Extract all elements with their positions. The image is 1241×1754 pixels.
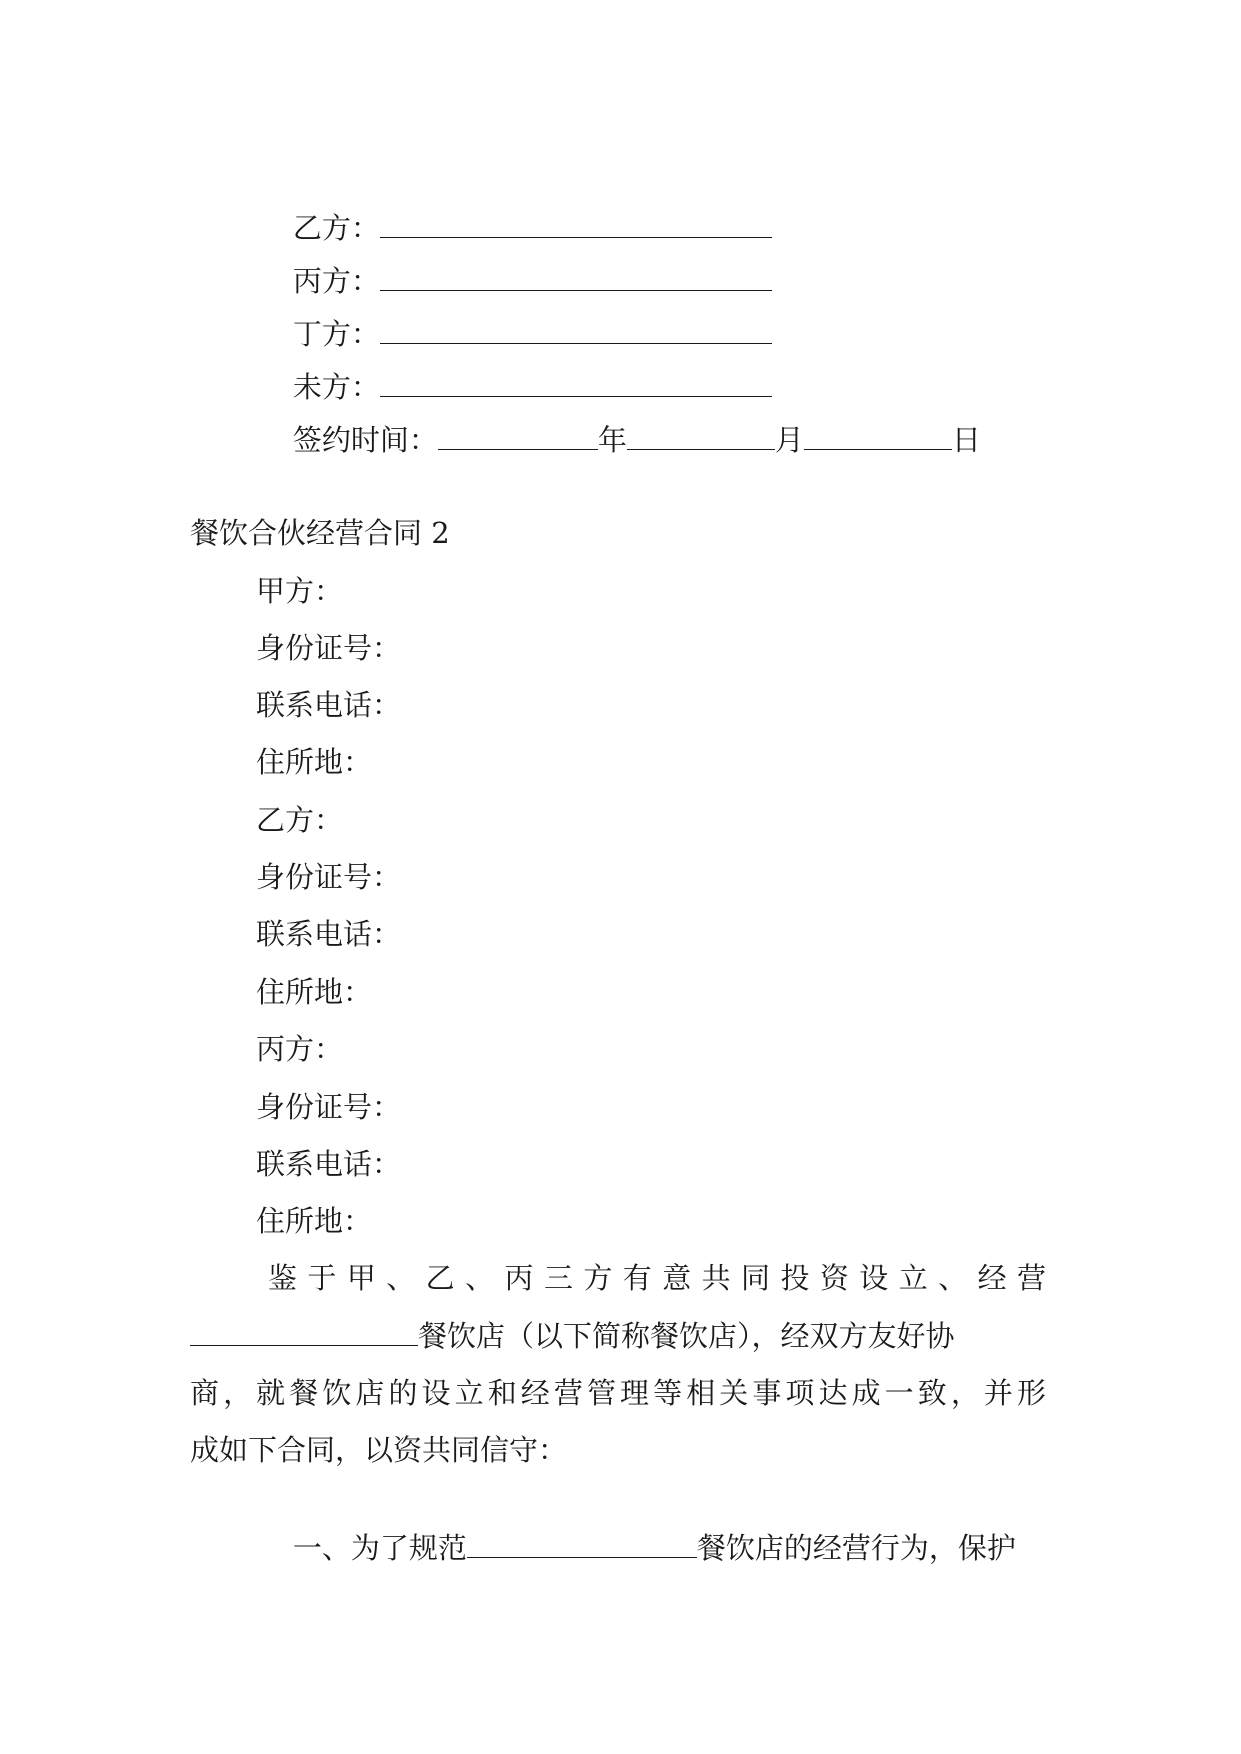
party-e-label: 未方：: [292, 370, 380, 404]
clause-1-blank: [467, 1533, 697, 1558]
party-b-address-label: 住所地：: [256, 975, 373, 1009]
party-b-name-label: 乙方：: [256, 803, 344, 837]
signature-line-party-e: [256, 327, 772, 404]
party-c-phone-label: 联系电话：: [256, 1147, 402, 1181]
signature-date-line: [256, 380, 981, 457]
preamble-line-4: 成如下合同，以资共同信守：: [190, 1433, 568, 1467]
year-blank: [438, 425, 598, 450]
signature-line-party-d: [256, 274, 772, 351]
contract-title: 餐饮合伙经营合同 2: [190, 516, 450, 550]
date-label: 签约时间：: [292, 423, 438, 457]
day-blank: [804, 425, 952, 450]
party-a-phone-label: 联系电话：: [256, 688, 402, 722]
party-a-id-label: 身份证号：: [256, 631, 402, 665]
signature-line-party-c: [256, 221, 772, 298]
party-a-address-label: 住所地：: [256, 745, 373, 779]
preamble-line-1: 鉴于甲、乙、丙三方有意共同投资设立、经营: [268, 1261, 1046, 1295]
signature-line-party-b: [256, 168, 772, 245]
year-label: 年: [597, 423, 627, 457]
preamble-line-3: 商，就餐饮店的设立和经营管理等相关事项达成一致，并形: [190, 1376, 1046, 1410]
party-b-phone-label: 联系电话：: [256, 917, 402, 951]
party-b-label: 乙方：: [292, 211, 380, 245]
clause-1-line: [256, 1488, 1016, 1565]
clause-1-prefix: 一、为了规范: [292, 1531, 467, 1565]
preamble-line-2: [190, 1316, 1046, 1356]
store-name-blank: [190, 1321, 418, 1346]
preamble-line-2-text: 餐饮店（以下简称餐饮店），经双方友好协: [418, 1319, 955, 1353]
party-a-name-label: 甲方：: [256, 574, 344, 608]
party-c-label: 丙方：: [292, 264, 380, 298]
party-c-name-label: 丙方：: [256, 1032, 344, 1066]
month-blank: [627, 425, 775, 450]
party-c-id-label: 身份证号：: [256, 1090, 402, 1124]
month-label: 月: [774, 423, 804, 457]
party-d-label: 丁方：: [292, 317, 380, 351]
day-label: 日: [951, 423, 981, 457]
party-c-address-label: 住所地：: [256, 1204, 373, 1238]
clause-1-suffix: 餐饮店的经营行为，保护: [696, 1531, 1016, 1565]
party-b-id-label: 身份证号：: [256, 860, 402, 894]
